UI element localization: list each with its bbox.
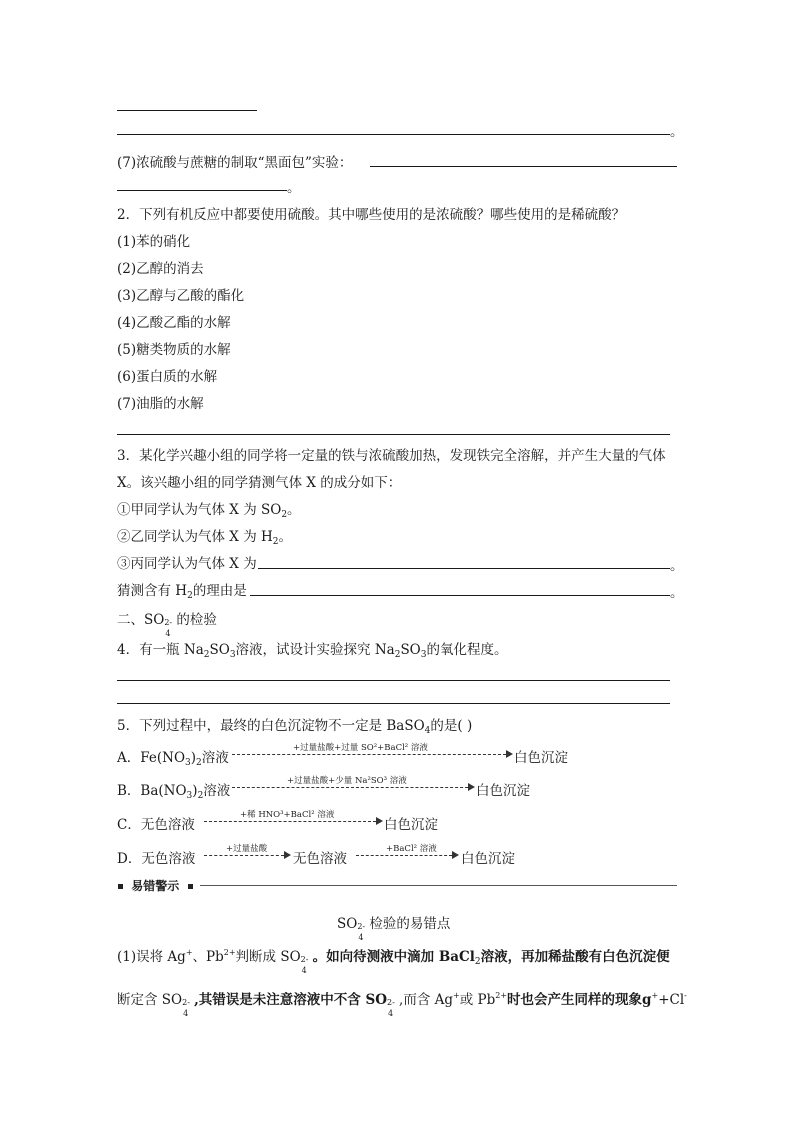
- q2-item: (3)乙醇与乙酸的酯化: [117, 288, 245, 304]
- answer-line[interactable]: [370, 166, 677, 167]
- q3-stem-line2: X。该兴趣小组的同学猜测气体 X 的成分如下：: [117, 475, 402, 491]
- square-bullet-icon: [118, 884, 123, 889]
- option-a-condition: +过量盐酸+过量 SO²+BaCl² 溶液: [293, 743, 428, 753]
- answer-line[interactable]: [117, 703, 670, 704]
- option-a-arrow: [232, 754, 506, 755]
- answer-line[interactable]: [117, 190, 287, 191]
- option-d-condition-1: +过量盐酸: [226, 844, 268, 854]
- arrow-head-icon: [506, 750, 513, 758]
- option-b-arrow: [232, 787, 468, 788]
- option-b-label: B．$Ba(NO_3)_2$溶液: [117, 783, 231, 801]
- option-d-mid: 无色溶液: [293, 851, 347, 867]
- q2-item: (5)糖类物质的水解: [117, 342, 231, 358]
- option-c-arrow: [204, 821, 376, 822]
- warning-subtitle: SO 2- 4 检验的易错点: [337, 916, 451, 942]
- answer-line[interactable]: [117, 134, 670, 135]
- q1-item7: (7)浓硫酸与蔗糖的制取“黑面包”实验：: [117, 155, 353, 171]
- q3-guess-c: ③丙同学认为气体 X 为: [117, 556, 257, 572]
- q4-stem: 4．有一瓶 $Na_2SO_3$溶液，试设计实验探究 $Na_2SO_3$的氧化程度。: [117, 642, 508, 660]
- answer-line[interactable]: [250, 595, 670, 596]
- q2-item: (4)乙酸乙酯的水解: [117, 315, 231, 331]
- q5-stem: 5．下列过程中，最终的白色沉淀物不一定是 BaSO$_4$的是( ): [117, 718, 473, 736]
- warning-header: 易错警示: [118, 877, 193, 894]
- q3-reason: 猜测含有 $H_2$的理由是: [117, 583, 247, 601]
- answer-line[interactable]: [117, 110, 257, 111]
- arrow-head-icon: [452, 851, 459, 859]
- option-c-label: C．无色溶液: [117, 817, 195, 833]
- option-b-result: 白色沉淀: [476, 783, 530, 799]
- option-d-result: 白色沉淀: [461, 851, 515, 867]
- option-d-label: D．无色溶液: [117, 851, 196, 867]
- q2-item: (2)乙醇的消去: [117, 261, 204, 277]
- answer-line[interactable]: [117, 434, 670, 435]
- option-d-condition-2: +BaCl² 溶液: [386, 844, 437, 854]
- warning-paragraph-line1: (1)误将 Ag+、$Pb^{2+}$判断成 SO 2- 4 。如向待测液中滴加 BaCl$_2$溶液，再加稀盐酸有白色沉淀便: [117, 948, 670, 975]
- q2-item: (7)油脂的水解: [117, 396, 204, 412]
- end-mark: 。: [670, 124, 684, 140]
- option-c-result: 白色沉淀: [384, 817, 438, 833]
- arrow-head-icon: [468, 783, 475, 791]
- q3-guess-b: ②乙同学认为气体 X 为 $H_2$。: [117, 529, 292, 547]
- answer-line[interactable]: [117, 680, 670, 681]
- option-d-arrow-2: [356, 855, 452, 856]
- q2-item: (1)苯的硝化: [117, 234, 191, 250]
- square-bullet-icon: [188, 884, 193, 889]
- option-a-label: A．$Fe(NO_3)_2$溶液: [117, 750, 229, 768]
- q3-guess-a: ①甲同学认为气体 X 为 $SO_2$。: [117, 502, 301, 520]
- option-d-arrow-1: [204, 855, 284, 856]
- warning-paragraph-line2: 断定含 SO 2- 4 ,其错误是未注意溶液中不含 SO 2- 4 ,而含 Ag+或 $Pb^{2+}$时也会产生同样的现象g++Cl-: [117, 991, 687, 1018]
- q2-item: (6)蛋白质的水解: [117, 369, 218, 385]
- q3-stem-line1: 3．某化学兴趣小组的同学将一定量的铁与浓硫酸加热，发现铁完全溶解，并产生大量的气体: [117, 448, 666, 464]
- q2-stem: 2．下列有机反应中都要使用硫酸。其中哪些使用的是浓硫酸？哪些使用的是稀硫酸？: [117, 207, 626, 223]
- divider: [200, 885, 677, 886]
- end-mark: 。: [670, 558, 684, 574]
- answer-line[interactable]: [258, 568, 670, 569]
- arrow-head-icon: [376, 817, 383, 825]
- option-c-condition: +稀 HNO³+BaCl² 溶液: [240, 810, 335, 820]
- option-a-result: 白色沉淀: [514, 750, 568, 766]
- section-title: 二、SO 2- 4 的检验: [117, 612, 217, 638]
- end-mark: 。: [287, 180, 301, 196]
- end-mark: 。: [670, 585, 684, 601]
- option-b-condition: +过量盐酸+少量 Na²SO³ 溶液: [287, 776, 407, 786]
- arrow-head-icon: [284, 851, 291, 859]
